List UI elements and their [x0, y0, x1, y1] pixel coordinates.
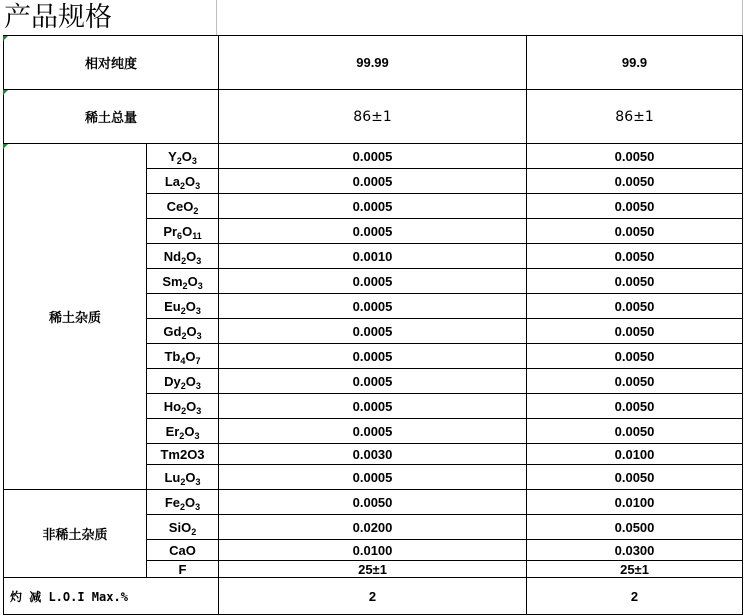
- impurity-value: 0.0005: [219, 394, 527, 419]
- formula-element: La: [164, 173, 181, 189]
- formula-element: Nd: [163, 248, 182, 264]
- compound-name: [147, 269, 219, 294]
- compound-name: [147, 344, 219, 369]
- formula-subscript: 3: [195, 305, 201, 316]
- formula-subscript: 7: [195, 355, 201, 366]
- formula-subscript: 2: [180, 476, 186, 487]
- table-row: [4, 90, 743, 144]
- formula-element: Gd: [163, 323, 182, 339]
- cell-divider: [742, 0, 743, 36]
- formula-element: Lu: [164, 469, 181, 485]
- cell-marker: [3, 90, 8, 95]
- impurity-value: 0.0005: [219, 294, 527, 319]
- formula-subscript: 2: [191, 526, 197, 537]
- compound-name: [147, 219, 219, 244]
- compound-name: [147, 561, 219, 578]
- impurity-value: 0.0005: [219, 369, 527, 394]
- formula-subscript: 3: [196, 330, 202, 341]
- impurity-value: 0.0050: [527, 465, 743, 490]
- formula-element: CeO: [166, 198, 194, 214]
- impurity-value: 0.0100: [527, 444, 743, 465]
- impurity-value: 0.0050: [527, 269, 743, 294]
- formula-subscript: 2: [180, 380, 186, 391]
- impurity-value: 0.0005: [219, 169, 527, 194]
- treo-value-grade2: 86±1: [527, 90, 743, 144]
- formula-element: O: [182, 223, 193, 239]
- title-row: [0, 0, 744, 36]
- non-re-impurities-label: 非稀土杂质: [4, 490, 147, 578]
- impurity-value: 0.0050: [219, 490, 527, 515]
- compound-name: [147, 319, 219, 344]
- formula-subscript: 2: [181, 405, 187, 416]
- formula-subscript: 3: [197, 280, 203, 291]
- formula-subscript: 6: [177, 230, 183, 241]
- impurity-value: 0.0100: [527, 490, 743, 515]
- formula-element: O: [187, 273, 198, 289]
- compound-name: [147, 294, 219, 319]
- impurity-value: 0.0050: [527, 394, 743, 419]
- impurity-value: 0.0030: [219, 444, 527, 465]
- formula-element: O: [181, 148, 192, 164]
- formula-element: O: [185, 373, 196, 389]
- table-row: [4, 490, 743, 515]
- formula-element: O: [184, 423, 195, 439]
- formula-element: CaO: [169, 542, 196, 558]
- formula-element: O: [185, 298, 196, 314]
- impurity-value: 0.0100: [219, 540, 527, 561]
- impurity-value: 0.0005: [219, 419, 527, 444]
- impurity-value: 0.0005: [219, 319, 527, 344]
- formula-element: SiO: [168, 519, 192, 535]
- re-impurities-label: 稀土杂质: [4, 144, 147, 490]
- impurity-value: 0.0050: [527, 344, 743, 369]
- impurity-value: 0.0050: [527, 369, 743, 394]
- loi-value-grade1: 2: [219, 578, 527, 615]
- compound-name: [147, 515, 219, 540]
- impurity-value: 0.0050: [527, 194, 743, 219]
- spec-table-body: [4, 36, 743, 615]
- compound-name: [147, 194, 219, 219]
- impurity-value: 0.0200: [219, 515, 527, 540]
- table-row: [4, 36, 743, 90]
- impurity-value: 0.0050: [527, 419, 743, 444]
- formula-subscript: 3: [191, 155, 197, 166]
- formula-element: Tm2O3: [160, 446, 205, 462]
- compound-name: [147, 444, 219, 465]
- impurity-value: 0.0050: [527, 169, 743, 194]
- formula-subscript: 3: [195, 380, 201, 391]
- compound-name: [147, 540, 219, 561]
- purity-label: 相对纯度: [4, 36, 219, 90]
- impurity-value: 0.0500: [527, 515, 743, 540]
- impurity-value: 25±1: [527, 561, 743, 578]
- compound-name: [147, 419, 219, 444]
- formula-subscript: 2: [181, 255, 187, 266]
- impurity-value: 0.0050: [527, 244, 743, 269]
- compound-name: [147, 465, 219, 490]
- table-row: [4, 578, 743, 615]
- impurity-value: 0.0005: [219, 465, 527, 490]
- impurity-value: 0.0050: [527, 144, 743, 169]
- treo-value-grade1: 86±1: [219, 90, 527, 144]
- formula-subscript: 2: [182, 280, 188, 291]
- impurity-value: 0.0005: [219, 194, 527, 219]
- compound-name: [147, 369, 219, 394]
- formula-subscript: 2: [180, 305, 186, 316]
- formula-subscript: 2: [180, 180, 186, 191]
- formula-element: O: [185, 173, 196, 189]
- impurity-value: 0.0050: [527, 319, 743, 344]
- formula-subscript: 3: [195, 180, 201, 191]
- impurity-value: 0.0050: [527, 294, 743, 319]
- formula-element: O: [186, 323, 197, 339]
- impurity-value: 0.0005: [219, 344, 527, 369]
- impurity-value: 0.0050: [527, 219, 743, 244]
- purity-value-grade2: 99.9: [527, 36, 743, 90]
- compound-name: [147, 169, 219, 194]
- formula-element: Pr: [163, 223, 178, 239]
- impurity-value: 0.0300: [527, 540, 743, 561]
- cell-marker: [3, 36, 8, 41]
- formula-subscript: 3: [194, 430, 200, 441]
- impurity-value: 0.0005: [219, 269, 527, 294]
- formula-element: O: [185, 348, 196, 364]
- formula-element: F: [178, 561, 187, 577]
- formula-element: O: [186, 398, 197, 414]
- formula-subscript: 3: [196, 405, 202, 416]
- formula-element: Dy: [164, 373, 181, 389]
- formula-element: Fe: [164, 494, 181, 510]
- formula-element: Sm: [162, 273, 183, 289]
- formula-element: O: [185, 494, 196, 510]
- spec-table: [3, 35, 743, 615]
- purity-value-grade1: 99.99: [219, 36, 527, 90]
- formula-subscript: 11: [192, 230, 202, 241]
- impurity-value: 25±1: [219, 561, 527, 578]
- formula-element: Ho: [163, 398, 182, 414]
- cell-marker: [3, 144, 8, 149]
- formula-subscript: 2: [176, 155, 182, 166]
- formula-element: Y: [168, 148, 177, 164]
- compound-name: [147, 394, 219, 419]
- impurity-value: 0.0005: [219, 144, 527, 169]
- loi-value-grade2: 2: [527, 578, 743, 615]
- formula-subscript: 3: [195, 501, 201, 512]
- impurity-value: 0.0005: [219, 219, 527, 244]
- compound-name: [147, 144, 219, 169]
- formula-subscript: 2: [180, 501, 186, 512]
- formula-element: O: [185, 469, 196, 485]
- formula-element: O: [186, 248, 197, 264]
- table-row: [4, 144, 743, 169]
- formula-element: Er: [165, 423, 180, 439]
- formula-element: Eu: [164, 298, 181, 314]
- impurity-value: 0.0010: [219, 244, 527, 269]
- page-title: 产品规格: [4, 2, 112, 33]
- formula-subscript: 3: [196, 255, 202, 266]
- loi-label: 灼 减 L.O.I Max.%: [4, 578, 219, 615]
- treo-label: 稀土总量: [4, 90, 219, 144]
- compound-name: [147, 490, 219, 515]
- formula-subscript: 2: [179, 430, 185, 441]
- compound-name: [147, 244, 219, 269]
- formula-subscript: 3: [195, 476, 201, 487]
- cell-divider: [216, 0, 217, 36]
- formula-subscript: 4: [180, 355, 186, 366]
- formula-subscript: 2: [181, 330, 187, 341]
- formula-subscript: 2: [193, 205, 199, 216]
- formula-element: Tb: [164, 348, 181, 364]
